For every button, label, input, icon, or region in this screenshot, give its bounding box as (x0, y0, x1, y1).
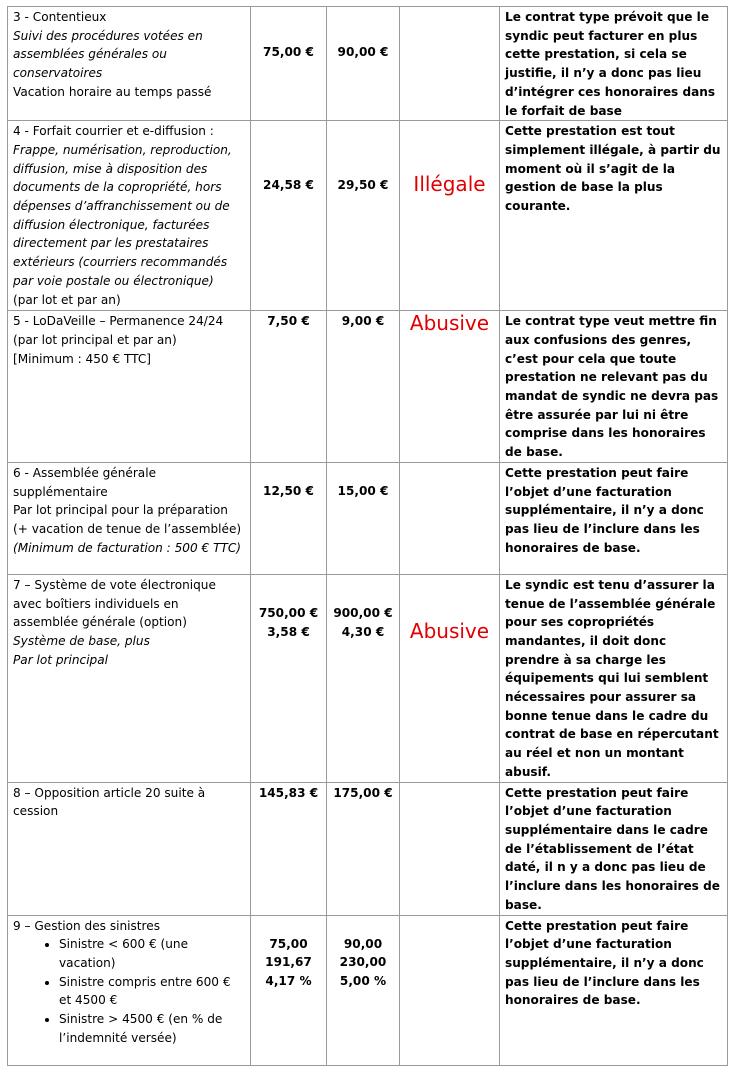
service-base: Système de base, plus (13, 633, 150, 648)
verdict (400, 782, 500, 915)
price-ht: 24,58 € (251, 121, 327, 311)
service-title: 7 – Système de vote électronique avec boîtiers individuels en assemblée générale (option) (13, 577, 216, 630)
verdict (400, 7, 500, 121)
service-description: Frappe, numérisation, reproduction, diffusion, mise à disposition des documents de la copropriété, hors dépenses d’affranchissement ou de diffusion électronique, facturées directement par les prestataires extérieurs (courriers recommandés par voie postale ou électronique) (13, 142, 232, 288)
service-unit: Par lot principal (13, 652, 108, 667)
price-ht-small: 75,00 (269, 936, 308, 951)
service-description: Suivi des procédures votées en assemblées générales ou conservatoires (13, 28, 203, 81)
price-ttc: 90,00 € (327, 7, 400, 121)
price-ht: 145,83 € (251, 782, 327, 915)
service-title: 6 - Assemblée générale supplémentaire (13, 465, 157, 499)
comment: Cette prestation peut faire l’objet d’une facturation supplémentaire dans le cadre de l’établissement de l’état daté, il n y a donc pas lieu de l’inclure dans les honoraires de base. (500, 782, 728, 915)
price-ttc: 9,00 € (327, 311, 400, 463)
price-ht: 12,50 € (251, 462, 327, 574)
service-title: 3 - Contentieux (13, 10, 107, 24)
table-row (8, 915, 728, 1065)
service-title: 5 - LoDaVeille – Permanence 24/24 (13, 314, 224, 329)
price-ttc: 15,00 € (327, 462, 400, 574)
price-ttc-lot: 4,30 € (341, 624, 385, 639)
comment: Cette prestation est tout simplement illégale, à partir du moment où il s’agit de la gestion de base la plus courante. (500, 121, 728, 311)
verdict (400, 462, 500, 574)
list-item: • Sinistre compris entre 600 € et 4500 € (59, 973, 245, 1010)
service-minimum: [Minimum : 450 € TTC] (13, 351, 152, 366)
price-ttc: 29,50 € (327, 121, 400, 311)
service-cell (8, 462, 251, 574)
price-ht: 7,50 € (251, 311, 327, 463)
verdict-abusive: Abusive (400, 311, 500, 463)
comment: Cette prestation peut faire l’objet d’une facturation supplémentaire, il n’y a donc pas lieu de l’inclure dans les honoraires de base. (500, 462, 728, 574)
claims-list (13, 935, 245, 1047)
list-item: • Sinistre > 4500 € (en % de l’indemnité versée) (59, 1010, 245, 1047)
fee-table (7, 6, 728, 1066)
price-ht-base: 750,00 € (258, 605, 319, 620)
price-ht (251, 915, 327, 1065)
table-row (8, 7, 728, 121)
service-cell (8, 121, 251, 311)
price-ttc (327, 915, 400, 1065)
verdict-illegal: Illégale (400, 121, 500, 311)
price-ttc-small: 90,00 (343, 936, 383, 951)
price-ht: 75,00 € (251, 7, 327, 121)
service-cell (8, 915, 251, 1065)
table-row (8, 462, 728, 574)
service-unit: Par lot principal pour la préparation (+ vacation de tenue de l’assemblée) (13, 503, 242, 536)
comment: Le syndic est tenu d’assurer la tenue de l’assemblée générale pour ses copropriétés mandantes, il doit donc prendre à sa charge les équipements qui lui semblent nécessaires pour assurer sa bonne tenue dans le cadre du contrat de base en répercutant au réel et non un montant abusif. (500, 574, 728, 782)
price-ht (251, 574, 327, 782)
service-minimum: (Minimum de facturation : 500 € TTC) (13, 540, 242, 555)
service-cell (8, 782, 251, 915)
list-item: • Sinistre < 600 € (une vacation) (59, 935, 245, 972)
table-row (8, 782, 728, 915)
price-ht-large: 4,17 % (265, 973, 312, 988)
service-cell (8, 7, 251, 121)
service-title: 9 – Gestion des sinistres (13, 918, 160, 933)
verdict (400, 915, 500, 1065)
price-ht-medium: 191,67 (265, 955, 312, 970)
service-title: 4 - Forfait courrier et e-diffusion : (13, 124, 214, 139)
table-row (8, 121, 728, 311)
comment: Le contrat type veut mettre fin aux confusions des genres, c’est pour cela que toute prestation ne relevant pas du mandat de syndic ne devra pas être assurée par lui ni être comprise dans les honoraires de base. (500, 311, 728, 463)
service-unit: (par lot et par an) (13, 292, 121, 307)
price-ttc-base: 900,00 € (333, 605, 393, 620)
verdict-abusive: Abusive (400, 574, 500, 782)
service-unit: Vacation horaire au temps passé (13, 84, 212, 99)
comment: Cette prestation peut faire l’objet d’une facturation supplémentaire, il n’y a donc pas lieu de l’inclure dans les honoraires de base. (500, 915, 728, 1065)
price-ttc-large: 5,00 % (339, 973, 387, 988)
table-row (8, 574, 728, 782)
service-cell (8, 311, 251, 463)
comment: Le contrat type prévoit que le syndic peut facturer en plus cette prestation, si cela se justifie, il n’y a donc pas lieu d’intégrer ces honoraires dans le forfait de base (500, 7, 728, 121)
service-unit: (par lot principal et par an) (13, 332, 177, 347)
service-cell (8, 574, 251, 782)
price-ttc (327, 574, 400, 782)
service-title: 8 – Opposition article 20 suite à cession (13, 785, 206, 819)
price-ttc-medium: 230,00 (339, 955, 387, 970)
price-ht-lot: 3,58 € (267, 624, 310, 639)
table-row (8, 311, 728, 463)
price-ttc: 175,00 € (327, 782, 400, 915)
